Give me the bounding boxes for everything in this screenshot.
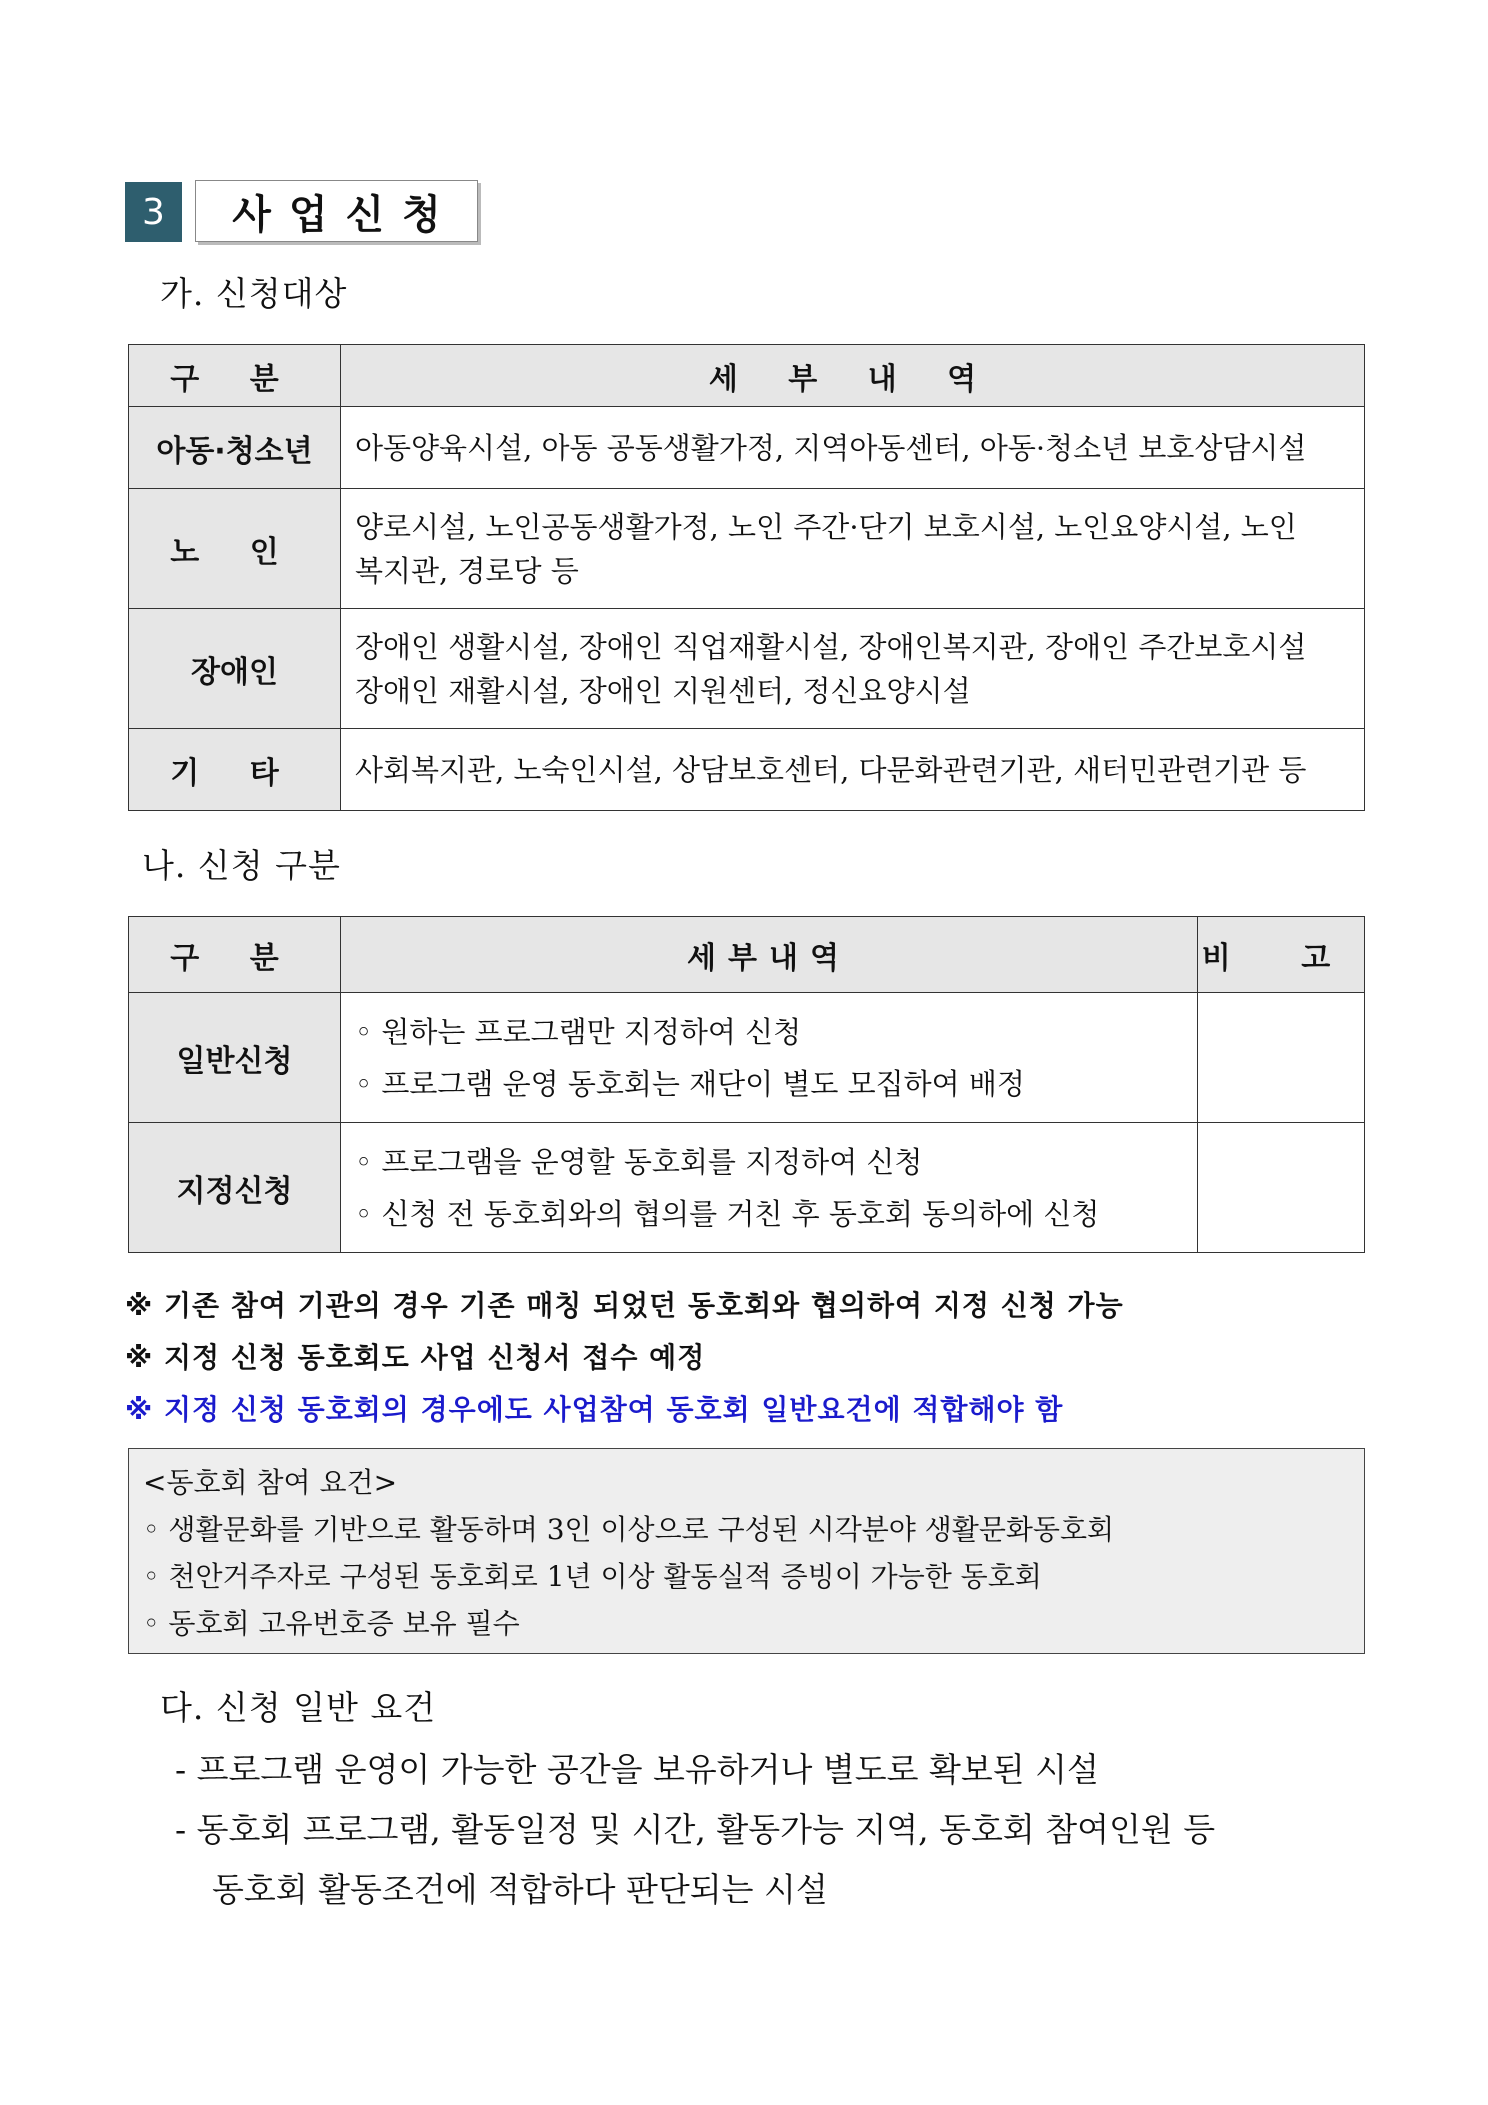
- header-details: [341, 917, 1198, 993]
- requirement-line: - 프로그램 운영이 가능한 공간을 보유하거나 별도로 확보된 시설: [175, 1750, 1099, 1789]
- row-details: [341, 729, 1365, 811]
- row-remarks: [1198, 1123, 1365, 1253]
- row-line: 복지관, 경로당 등: [355, 553, 579, 588]
- note-existing-institutions: ※ 기존 참여 기관의 경우 기존 매칭 되었던 동호회와 협의하여 지정 신청 가능: [125, 1289, 1124, 1322]
- requirement-line: 동호회 활동조건에 적합하다 판단되는 시설: [212, 1870, 828, 1909]
- list-item: ◦ 원하는 프로그램만 지정하여 신청: [355, 1014, 802, 1049]
- header-category-text: 구 분: [170, 361, 299, 397]
- row-label: [129, 729, 341, 811]
- heading-application-type: 나. 신청 구분: [142, 846, 341, 885]
- note-designated-application: ※ 지정 신청 동호회도 사업 신청서 접수 예정: [125, 1341, 706, 1374]
- row-details: [341, 993, 1198, 1123]
- row-details: [341, 609, 1365, 729]
- list-item: ◦ 프로그램 운영 동호회는 재단이 별도 모집하여 배정: [355, 1066, 1025, 1101]
- requirement-item: ◦ 생활문화를 기반으로 활동하며 3인 이상으로 구성된 시각분야 생활문화동호회: [143, 1513, 1115, 1546]
- table-header-row: [129, 917, 1365, 993]
- row-line: 장애인 재활시설, 장애인 지원센터, 정신요양시설: [355, 673, 971, 708]
- requirement-item: ◦ 천안거주자로 구성된 동호회로 1년 이상 활동실적 증빙이 가능한 동호회: [143, 1560, 1042, 1593]
- heading-application-target: 가. 신청대상: [160, 274, 348, 313]
- header-remarks-text: 비 고: [1201, 940, 1361, 976]
- row-label: 아동·청소년: [129, 407, 341, 489]
- heading-general-requirements: 다. 신청 일반 요건: [160, 1688, 437, 1727]
- table-application-type: [128, 916, 1365, 1253]
- requirement-line: - 동호회 프로그램, 활동일정 및 시간, 활동가능 지역, 동호회 참여인원 등: [175, 1810, 1216, 1849]
- header-details: [341, 345, 1365, 407]
- header-category: [129, 345, 341, 407]
- row-remarks: [1198, 993, 1365, 1123]
- row-details: [341, 489, 1365, 609]
- row-label: 지정신청: [129, 1123, 341, 1253]
- section-number: 3: [125, 182, 182, 242]
- requirements-box: [128, 1448, 1365, 1654]
- table-row: [129, 609, 1365, 729]
- table-row: [129, 993, 1365, 1123]
- table-row: [129, 729, 1365, 811]
- table-header-row: [129, 345, 1365, 407]
- header-category-text: 구 분: [170, 940, 299, 976]
- table-row: [129, 1123, 1365, 1253]
- row-label-text: 노 인: [170, 534, 299, 570]
- list-item: ◦ 신청 전 동호회와의 협의를 거친 후 동호회 동의하에 신청: [355, 1196, 1100, 1231]
- requirement-item: ◦ 동호회 고유번호증 보유 필수: [143, 1607, 520, 1640]
- header-category: [129, 917, 341, 993]
- row-label: [129, 489, 341, 609]
- row-label: 일반신청: [129, 993, 341, 1123]
- note-eligibility-requirement: ※ 지정 신청 동호회의 경우에도 사업참여 동호회 일반요건에 적합해야 함: [125, 1393, 1064, 1426]
- list-item: ◦ 프로그램을 운영할 동호회를 지정하여 신청: [355, 1144, 923, 1179]
- row-line: 아동양육시설, 아동 공동생활가정, 지역아동센터, 아동·청소년 보호상담시설: [355, 430, 1307, 465]
- row-line: 장애인 생활시설, 장애인 직업재활시설, 장애인복지관, 장애인 주간보호시설: [355, 629, 1307, 664]
- table-row: [129, 489, 1365, 609]
- row-label: 장애인: [129, 609, 341, 729]
- header-remarks: [1198, 917, 1365, 993]
- requirements-title: <동호회 참여 요건>: [143, 1466, 398, 1499]
- row-label-text: 기 타: [170, 755, 299, 791]
- row-line: 사회복지관, 노숙인시설, 상담보호센터, 다문화관련기관, 새터민관련기관 등: [355, 752, 1307, 787]
- header-details-text: 세 부 내 역: [708, 361, 997, 397]
- row-details: [341, 1123, 1198, 1253]
- header-details-text: 세부내역: [687, 940, 851, 976]
- row-details: [341, 407, 1365, 489]
- table-row: [129, 407, 1365, 489]
- section-title: 사업신청: [195, 180, 478, 242]
- table-application-target: [128, 344, 1365, 811]
- row-line: 양로시설, 노인공동생활가정, 노인 주간·단기 보호시설, 노인요양시설, 노인: [355, 509, 1297, 544]
